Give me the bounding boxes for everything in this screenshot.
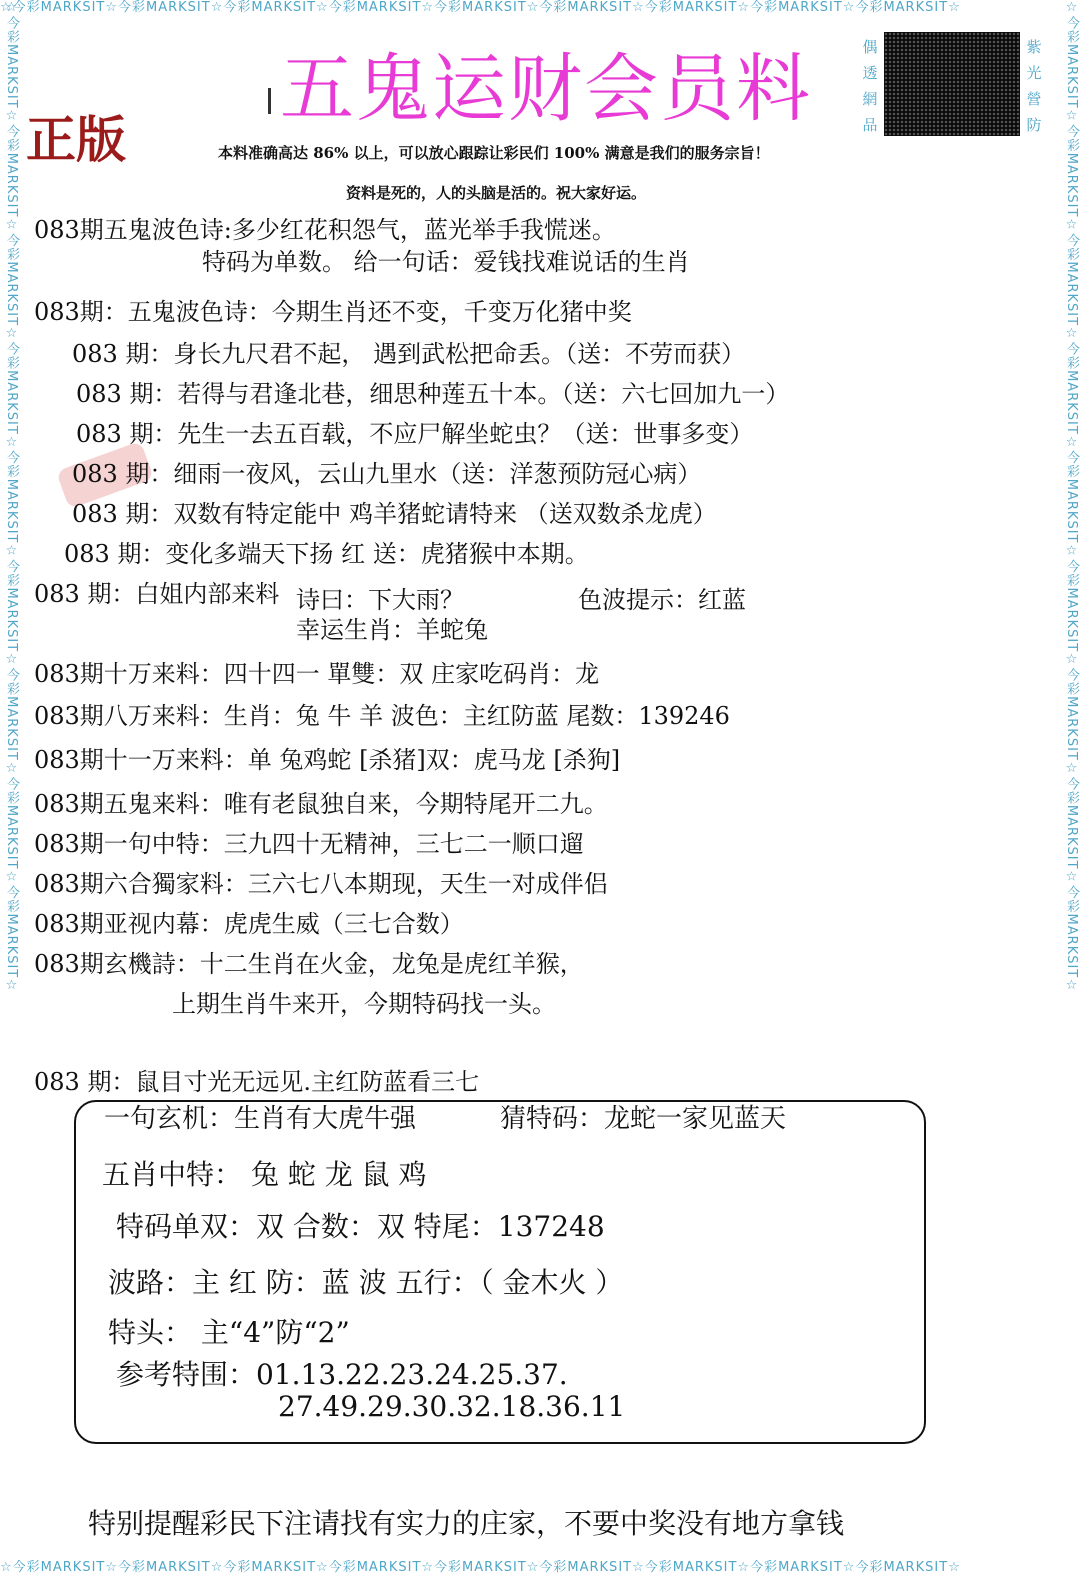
line-xuanji-poem-2: 上期生肖牛来开，今期特码找一头。 <box>172 990 556 1018</box>
subtitle-accuracy: 本料准确高达 86% 以上，可以放心跟踪让彩民们 100% 满意是我们的服务宗旨！ <box>218 144 770 162</box>
line-80k: 083期八万来料：生肖：兔 牛 羊 波色：主红防蓝 尾数：139246 <box>34 702 730 730</box>
line-color-hint: 色波提示：红蓝 <box>578 586 746 614</box>
subtitle-luck: 资料是死的，人的头脑是活的。祝大家好运。 <box>346 184 647 202</box>
authentic-badge: 正版 <box>26 110 126 169</box>
line-riddle-1: 083 期：身长九尺君不起， 遇到武松把命丢。（送：不劳而获） <box>72 340 746 368</box>
line-xuanji-poem: 083期玄機詩：十二生肖在火金，龙兔是虎红羊猴， <box>34 950 584 978</box>
line-100k: 083期十万来料：四十四一 單雙：双 庄家吃码肖：龙 <box>34 660 600 688</box>
line-wugui-source: 083期五鬼来料：唯有老鼠独自来，今期特尾开二九。 <box>34 790 608 818</box>
qr-left-label: 偶透網品 <box>862 38 878 134</box>
line-baijie: 083 期：白姐内部来料 <box>34 580 280 608</box>
box-color-path: 波路：主 红 防：蓝 波 五行：（ 金木火 ） <box>108 1266 624 1299</box>
line-mouse: 083 期：鼠目寸光无远见.主红防蓝看三七 <box>34 1068 480 1096</box>
line-wugui-poem: 083期五鬼波色诗:多少红花积怨气，蓝光举手我慌迷。 <box>34 216 616 244</box>
box-odd-even: 特码单双：双 合数：双 特尾：137248 <box>116 1210 605 1243</box>
line-110k: 083期十一万来料：单 兔鸡蛇 [杀猪]双：虎马龙 [杀狗] <box>34 746 621 774</box>
box-guess-code: 猜特码：龙蛇一家见蓝天 <box>500 1104 787 1134</box>
line-atv: 083期亚视内幕：虎虎生威（三七合数） <box>34 910 464 938</box>
line-riddle-6: 083 期：变化多端天下扬 红 送：虎猪猴中本期。 <box>64 540 589 568</box>
title-cursor-mark <box>268 88 271 114</box>
box-reference-numbers: 参考特围：01.13.22.23.24.25.37. <box>116 1358 568 1391</box>
bottom-watermark-border: ☆今彩MARKSIT☆今彩MARKSIT☆今彩MARKSIT☆今彩MARKSIT☆今彩MARKSIT☆今彩MARKSIT☆今彩MARKSIT☆今彩MARKSIT☆今彩MARKSIT☆ <box>0 1560 961 1575</box>
line-riddle-4: 083 期：细雨一夜风，云山九里水（送：洋葱预防冠心病） <box>72 460 702 488</box>
line-liuhe: 083期六合獨家料：三六七八本期现，天生一对成伴侣 <box>34 870 608 898</box>
top-watermark-border: ☆今彩MARKSIT☆今彩MARKSIT☆今彩MARKSIT☆今彩MARKSIT☆今彩MARKSIT☆今彩MARKSIT☆今彩MARKSIT☆今彩MARKSIT☆今彩MARKSIT☆ <box>0 0 961 15</box>
line-poem-rain: 诗曰：下大雨？ <box>296 586 464 614</box>
line-one-sentence: 083期一句中特：三九四十无精神，三七二一顺口遛 <box>34 830 584 858</box>
line-wugui-poem-2: 083期：五鬼波色诗：今期生肖还不变，千变万化猪中奖 <box>34 298 632 326</box>
line-riddle-2: 083 期：若得与君逢北巷，细思种莲五十本。（送：六七回加九一） <box>76 380 790 408</box>
left-border-text: ☆今彩MARKSIT☆今彩MARKSIT☆今彩MARKSIT☆今彩MARKSIT☆今彩MARKSIT☆今彩MARKSIT☆今彩MARKSIT☆今彩MARKSIT☆今彩MARKSIT☆ <box>4 0 19 995</box>
box-special-head: 特头： 主“4”防“2” <box>108 1316 350 1349</box>
line-lucky-zodiac: 幸运生肖：羊蛇兔 <box>296 616 488 644</box>
left-watermark-border <box>0 0 20 1576</box>
qr-code-image <box>884 32 1020 136</box>
line-riddle-3: 083 期：先生一去五百载，不应尸解坐蛇虫？（送：世事多变） <box>76 420 754 448</box>
line-special-odd: 特码为单数。 给一句话：爱钱找难说话的生肖 <box>202 248 690 276</box>
box-reference-numbers-2: 27.49.29.30.32.18.36.11 <box>278 1390 626 1423</box>
right-border-text: ☆今彩MARKSIT☆今彩MARKSIT☆今彩MARKSIT☆今彩MARKSIT☆今彩MARKSIT☆今彩MARKSIT☆今彩MARKSIT☆今彩MARKSIT☆今彩MARKSIT☆ <box>1064 0 1079 995</box>
right-watermark-border <box>1060 0 1080 1576</box>
footer-reminder: 特别提醒彩民下注请找有实力的庄家，不要中奖没有地方拿钱 <box>88 1507 845 1540</box>
page-title: 五鬼运财会员料 <box>280 46 812 132</box>
qr-right-label: 紫光營防 <box>1026 38 1042 134</box>
box-five-zodiacs: 五肖中特： 兔 蛇 龙 鼠 鸡 <box>102 1158 427 1191</box>
line-riddle-5: 083 期：双数有特定能中 鸡羊猪蛇请特来 （送双数杀龙虎） <box>72 500 717 528</box>
box-xuanji: 一句玄机：生肖有大虎牛强 <box>104 1104 417 1134</box>
